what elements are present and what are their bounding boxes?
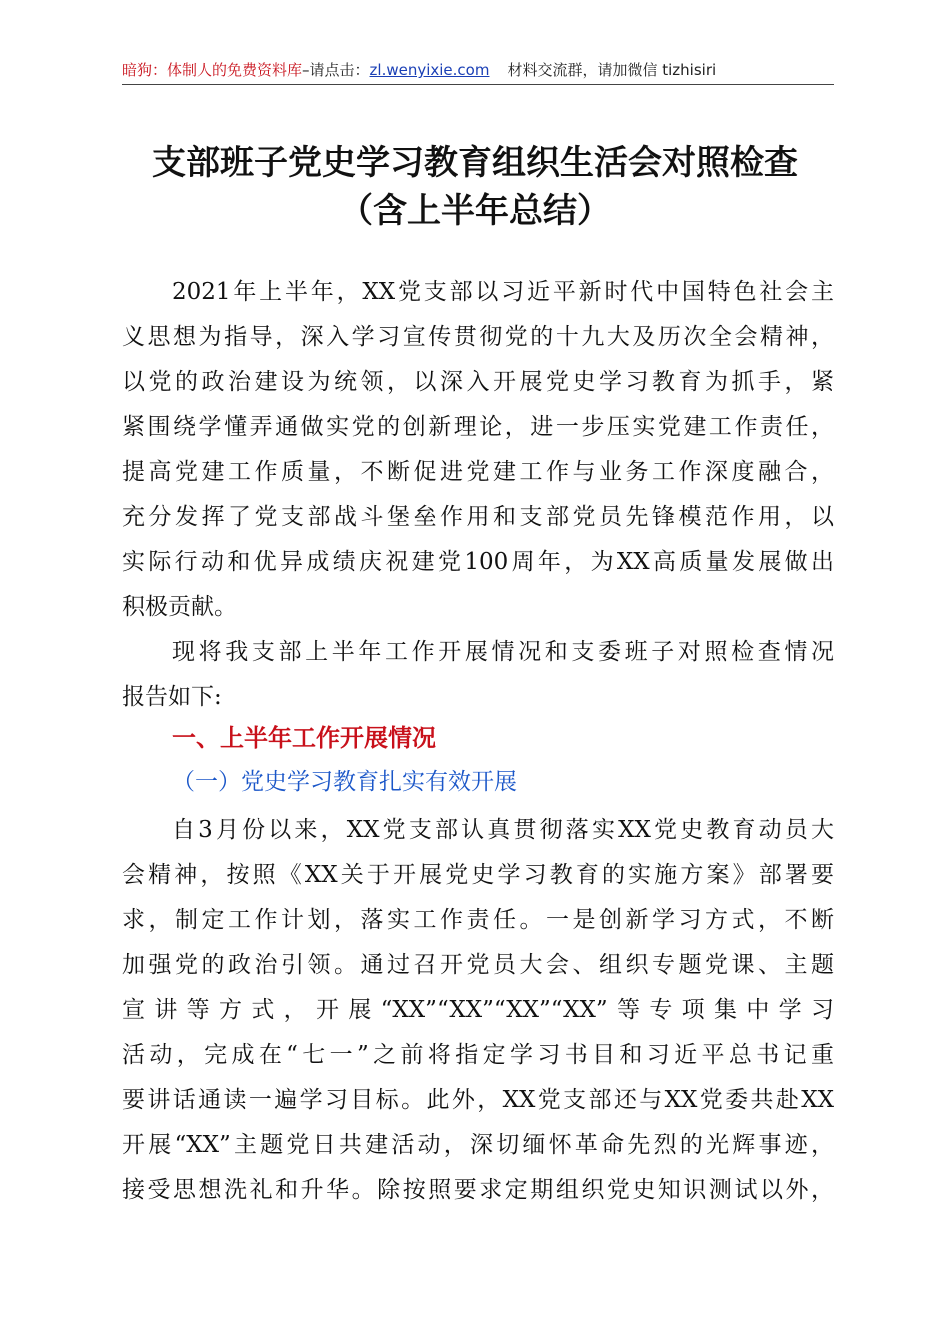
paragraph-line: 2021年上半年，XX党支部以习近平新时代中国特色社会主 <box>172 279 834 305</box>
header-link[interactable]: zl.wenyixie.com <box>369 61 490 79</box>
header-divider <box>122 84 834 85</box>
paragraph-line: 实际行动和优异成绩庆祝建党100周年，为XX高质量发展做出 <box>122 549 834 575</box>
subsection-heading-1: （一）党史学习教育扎实有效开展 <box>172 769 517 795</box>
paragraph-line: 要讲话通读一遍学习目标。此外，XX党支部还与XX党委共赴XX <box>122 1087 834 1113</box>
paragraph-line: 求，制定工作计划，落实工作责任。一是创新学习方式，不断 <box>122 907 834 933</box>
paragraph-line: 以党的政治建设为统领，以深入开展党史学习教育为抓手，紧 <box>122 369 834 395</box>
paragraph-line: 积极贡献。 <box>122 594 237 620</box>
paragraph-line: 紧围绕学懂弄通做实党的创新理论，进一步压实党建工作责任， <box>122 414 834 440</box>
document-subtitle: （含上半年总结） <box>339 191 611 231</box>
paragraph-line: 现将我支部上半年工作开展情况和支委班子对照检查情况 <box>172 639 834 665</box>
section-heading-1: 一、上半年工作开展情况 <box>172 724 436 752</box>
header-brand: 暗狗：体制人的免费资料库 <box>122 61 303 79</box>
intro-paragraph-1 <box>122 270 834 630</box>
paragraph-line: 接受思想洗礼和升华。除按照要求定期组织党史知识测试以外， <box>122 1177 834 1203</box>
paragraph-line: 活动，完成在“七一”之前将指定学习书目和习近平总书记重 <box>122 1042 834 1068</box>
paragraph-line: 义思想为指导，深入学习宣传贯彻党的十九大及历次全会精神， <box>122 324 834 350</box>
header-banner <box>122 58 834 82</box>
paragraph-line: 报告如下: <box>122 684 222 710</box>
paragraph-line: 开展“XX”主题党日共建活动，深切缅怀革命先烈的光辉事迹， <box>122 1132 834 1158</box>
paragraph-line: 自3月份以来，XX党支部认真贯彻落实XX党史教育动员大 <box>172 817 834 843</box>
subsection-1-paragraph <box>122 808 834 1213</box>
paragraph-line: 宣讲等方式，开展“XX”“XX”“XX”“XX”等专项集中学习 <box>122 997 834 1023</box>
paragraph-line: 加强党的政治引领。通过召开党员大会、组织专题党课、主题 <box>122 952 834 978</box>
intro-paragraph-2 <box>122 630 834 720</box>
header-prompt: –请点击： <box>302 61 370 79</box>
document-title: 支部班子党史学习教育组织生活会对照检查 <box>152 143 798 183</box>
header-contact: 材料交流群，请加微信 tizhisiri <box>507 61 717 79</box>
paragraph-line: 会精神，按照《XX关于开展党史学习教育的实施方案》部署要 <box>122 862 834 888</box>
paragraph-line: 充分发挥了党支部战斗堡垒作用和支部党员先锋模范作用，以 <box>122 504 834 530</box>
paragraph-line: 提高党建工作质量，不断促进党建工作与业务工作深度融合， <box>122 459 834 485</box>
